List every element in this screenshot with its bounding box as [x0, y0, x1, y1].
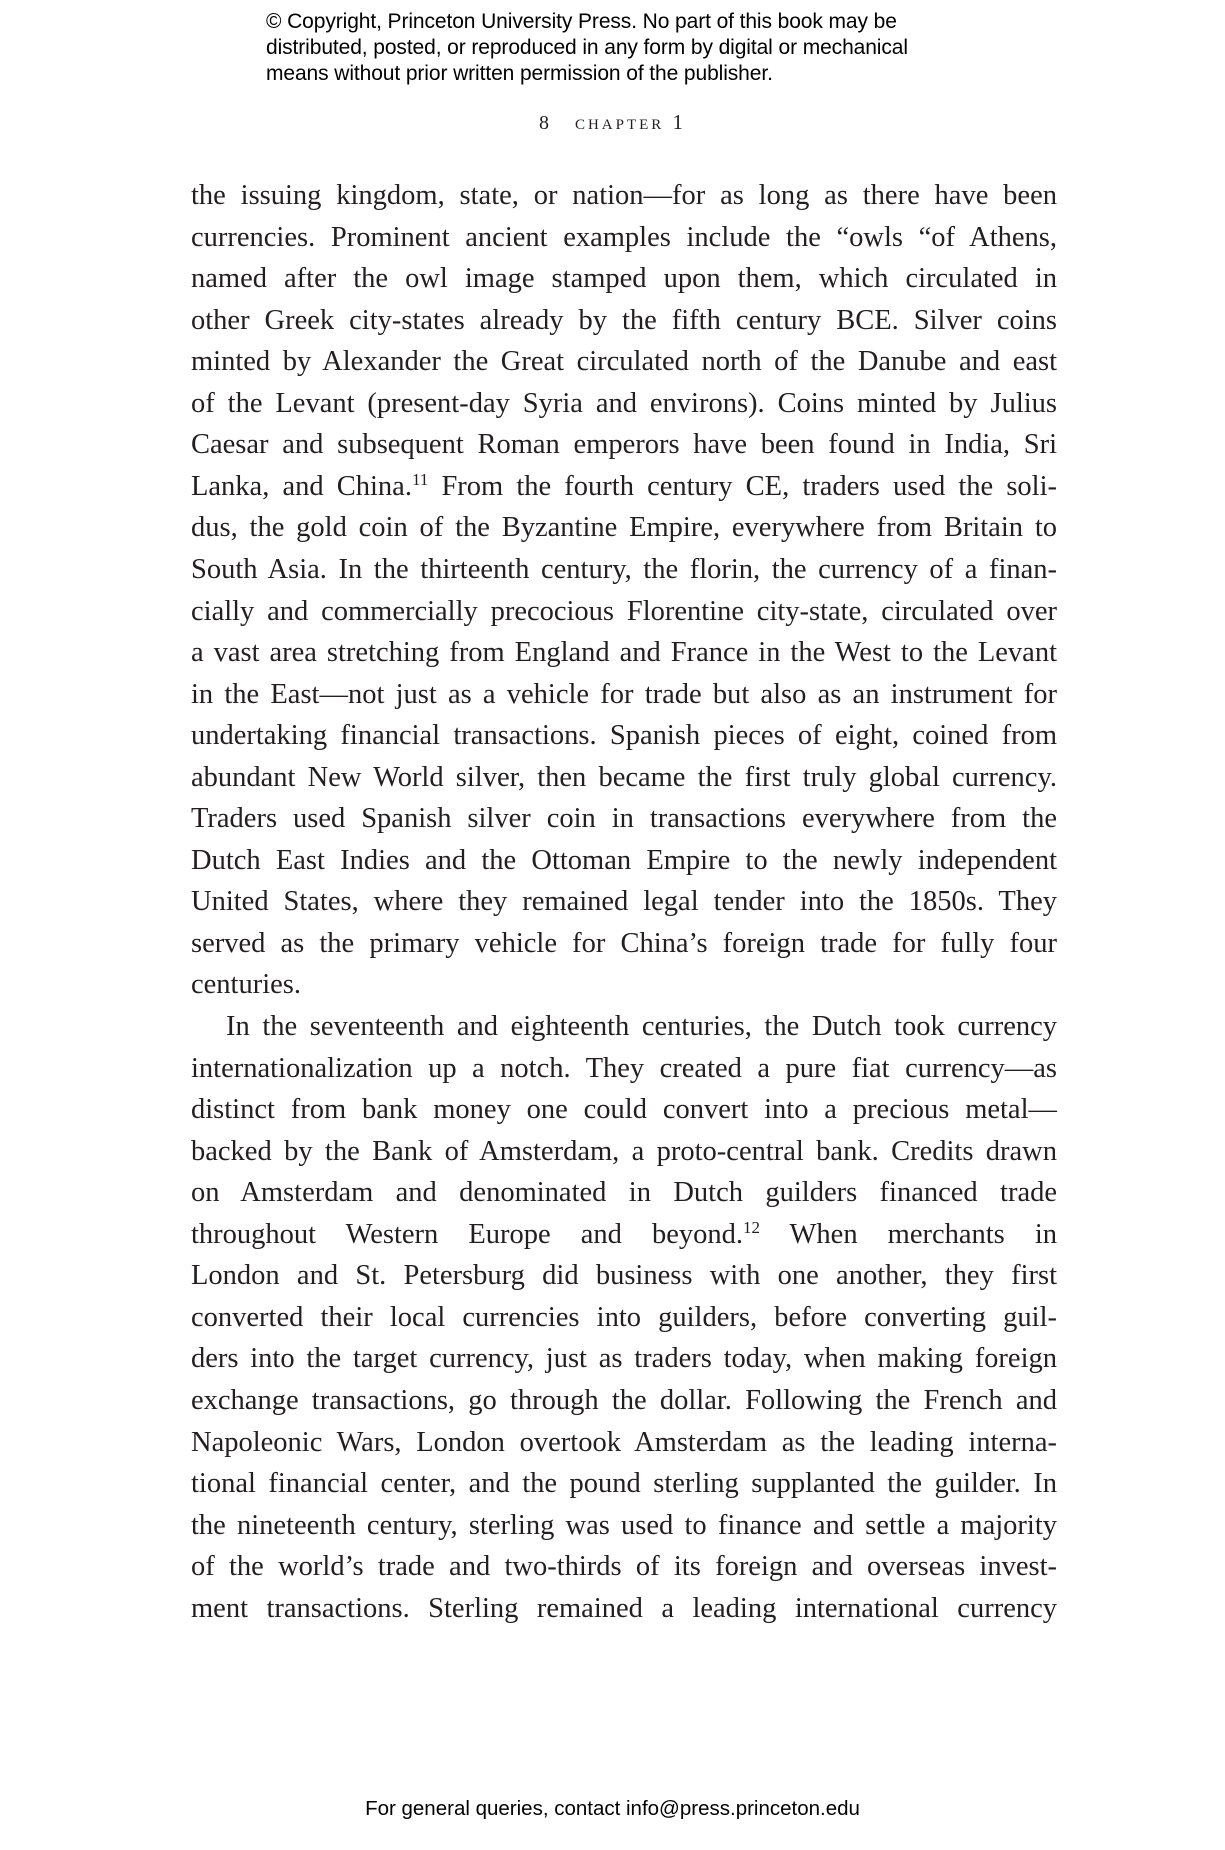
text-line: converted their local currencies into guilders, before converting guil- — [191, 1301, 1057, 1333]
text-span: From the fourth century CE, traders used the soli- — [428, 470, 1057, 502]
text-line: ders into the target currency, just as traders today, when making foreign — [191, 1343, 1057, 1375]
text-line: served as the primary vehicle for China’s foreign trade for fully four — [191, 927, 1057, 959]
footer-contact: For general queries, contact info@press.princeton.edu — [365, 1797, 860, 1820]
text-line: the issuing kingdom, state, or nation—for as long as there have been — [191, 180, 1057, 211]
text-span: throughout Western Europe and beyond. — [191, 1218, 743, 1250]
text-line: Dutch East Indies and the Ottoman Empire to the newly independent — [191, 844, 1057, 876]
footnote-marker[interactable]: 11 — [411, 469, 429, 489]
copyright-notice — [266, 9, 986, 87]
footnote-marker[interactable]: 12 — [742, 1217, 760, 1237]
copyright-line: means without prior written permission of the publisher. — [266, 62, 773, 85]
text-line: South Asia. In the thirteenth century, the florin, the currency of a finan- — [191, 553, 1057, 585]
text-line: exchange transactions, go through the dollar. Following the French and — [191, 1384, 1057, 1416]
text-line: United States, where they remained legal tender into the 1850s. They — [191, 886, 1057, 918]
text-line: backed by the Bank of Amsterdam, a proto-central bank. Credits drawn — [191, 1135, 1057, 1167]
copyright-line: distributed, posted, or reproduced in any form by digital or mechanical — [266, 36, 908, 59]
text-line: other Greek city-states already by the fifth century BCE. Silver coins — [191, 304, 1057, 336]
page-number: 8 — [538, 112, 549, 134]
text-line: ment transactions. Sterling remained a leading international currency — [191, 1592, 1057, 1624]
text-line: a vast area stretching from England and France in the West to the Levant — [191, 637, 1057, 669]
text-line — [191, 1215, 1057, 1255]
text-line: centuries. — [191, 969, 301, 1001]
text-line: Napoleonic Wars, London overtook Amsterdam as the leading interna- — [191, 1426, 1057, 1458]
text-line: Traders used Spanish silver coin in transactions everywhere from the — [191, 803, 1057, 835]
text-line: minted by Alexander the Great circulated north of the Danube and east — [191, 346, 1057, 378]
text-line: on Amsterdam and denominated in Dutch guilders financed trade — [191, 1177, 1057, 1209]
text-span: When merchants in — [759, 1218, 1058, 1250]
text-line: distinct from bank money one could convert into a precious metal— — [191, 1094, 1057, 1126]
text-line: tional financial center, and the pound sterling supplanted the guilder. In — [191, 1468, 1057, 1500]
text-line: currencies. Prominent ancient examples include the “owls “of Athens, — [191, 221, 1057, 253]
text-line: London and St. Petersburg did business with one another, they first — [191, 1260, 1057, 1292]
text-line: Caesar and subsequent Roman emperors have been found in India, Sri — [191, 429, 1057, 461]
text-line: of the world’s trade and two-thirds of its foreign and overseas invest- — [191, 1551, 1057, 1583]
text-line: abundant New World silver, then became the first truly global currency. — [191, 761, 1057, 793]
text-line: undertaking financial transactions. Spanish pieces of eight, coined from — [191, 720, 1057, 752]
chapter-label: chapter 1 — [574, 110, 687, 134]
copyright-line: © Copyright, Princeton University Press. No part of this book may be — [266, 10, 897, 33]
text-line: the nineteenth century, sterling was used to finance and settle a majority — [191, 1509, 1057, 1541]
text-line: cially and commercially precocious Florentine city-state, circulated over — [191, 595, 1057, 627]
text-line: of the Levant (present-day Syria and environs). Coins minted by Julius — [191, 387, 1057, 419]
text-line: in the East—not just as a vehicle for trade but also as an instrument for — [191, 678, 1057, 710]
text-line: dus, the gold coin of the Byzantine Empire, everywhere from Britain to — [191, 512, 1057, 544]
text-line: In the seventeenth and eighteenth centuries, the Dutch took currency — [226, 1011, 1057, 1042]
text-line: internationalization up a notch. They created a pure fiat currency—as — [191, 1052, 1057, 1084]
text-span: Lanka, and China. — [191, 470, 412, 502]
text-line — [191, 467, 1057, 507]
text-line: named after the owl image stamped upon them, which circulated in — [191, 263, 1057, 295]
running-head — [0, 110, 1225, 135]
